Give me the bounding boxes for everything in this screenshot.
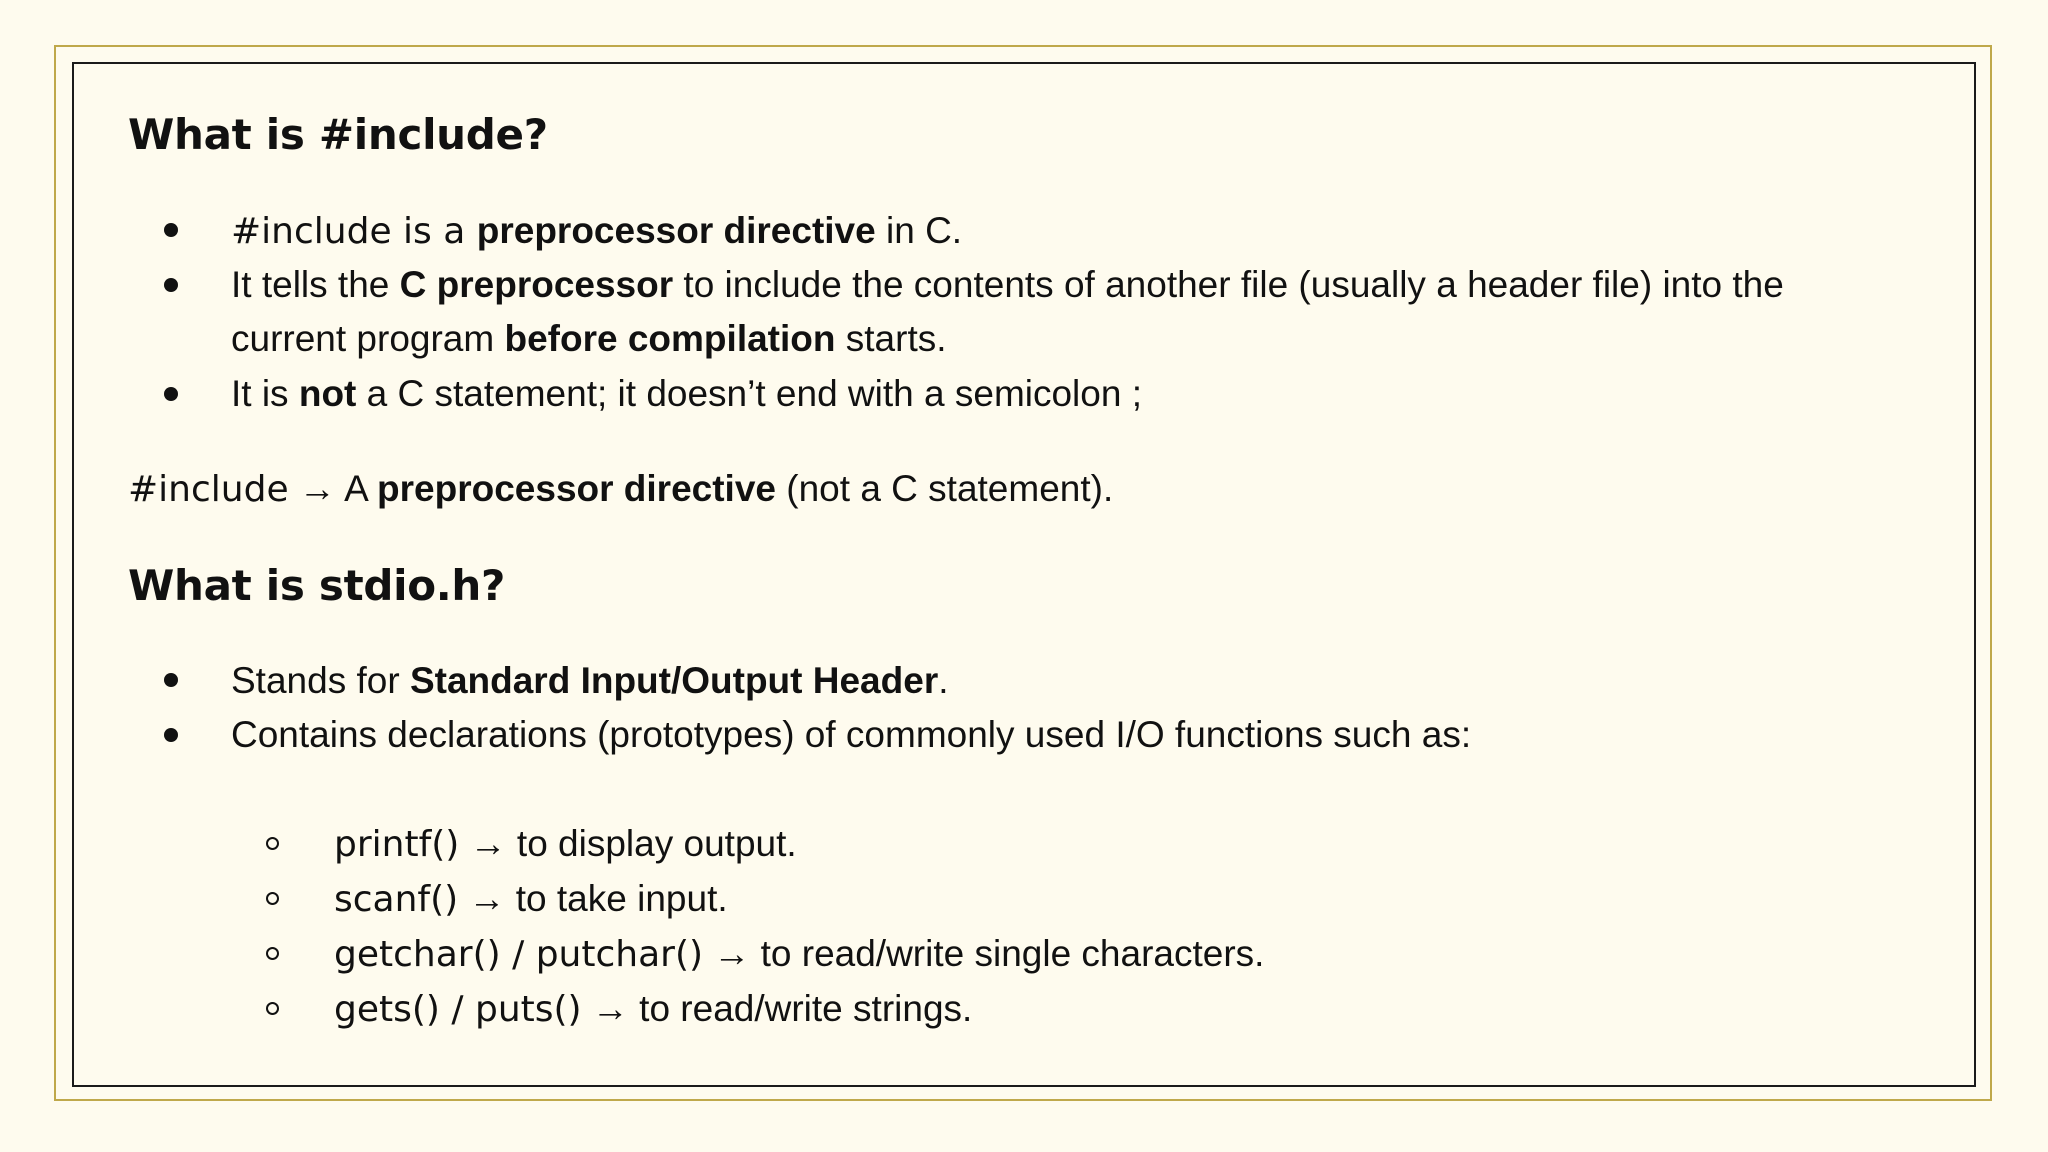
- subitem-code: printf(): [334, 824, 460, 865]
- sub-bullet-circle: [266, 837, 279, 850]
- bullet-dot: [164, 673, 178, 687]
- bullet-dot: [164, 387, 178, 401]
- bullet-bold: Standard Input/Output Header: [409, 660, 939, 701]
- heading-stdio: What is stdio.h?: [128, 561, 506, 610]
- heading-include: What is #include?: [128, 110, 548, 159]
- bullet-text: #include is a: [231, 211, 477, 252]
- bullet-text: It is: [231, 373, 299, 414]
- bullet-include-directive: [231, 212, 962, 250]
- bullet-text: It tells the: [231, 264, 400, 305]
- bullet-bold: before compilation: [504, 318, 836, 359]
- bullet-text: starts.: [835, 318, 947, 359]
- summary-code: #include: [128, 469, 289, 510]
- bullet-text: .: [938, 660, 949, 701]
- bullet-text: Contains declarations (prototypes) of commonly used I/O functions such as:: [231, 714, 1472, 755]
- bullet-text: a C statement; it doesn’t end with a semicolon ;: [356, 373, 1142, 414]
- bullet-bold: not: [298, 373, 357, 414]
- subitem-scanf: [334, 880, 728, 918]
- bullet-stands-for: [231, 662, 949, 699]
- subitem-gets-puts: [334, 990, 972, 1028]
- bullet-text: Stands for: [231, 660, 410, 701]
- subitem-printf: [334, 825, 797, 863]
- bullet-bold: preprocessor directive: [476, 210, 876, 251]
- subitem-text: → to take input.: [458, 878, 728, 919]
- include-summary: [128, 470, 1113, 508]
- bullet-tells-preprocessor-continued: [231, 320, 947, 357]
- sub-bullet-circle: [266, 947, 279, 960]
- bullet-bold: C preprocessor: [399, 264, 674, 305]
- subitem-text: → to read/write single characters.: [703, 933, 1265, 974]
- sub-bullet-circle: [266, 892, 279, 905]
- subitem-code: getchar() / putchar(): [334, 934, 704, 975]
- summary-arrow: → A: [288, 468, 378, 509]
- subitem-getchar-putchar: [334, 935, 1264, 973]
- bullet-text: current program: [231, 318, 505, 359]
- subitem-code: gets() / puts(): [334, 989, 582, 1030]
- bullet-contains-declarations: [231, 716, 1471, 753]
- bullet-text: in C.: [875, 210, 963, 251]
- subitem-code: scanf(): [334, 879, 459, 920]
- bullet-dot: [164, 278, 178, 292]
- bullet-tells-preprocessor: [231, 266, 1784, 303]
- bullet-dot: [164, 728, 178, 742]
- bullet-text: to include the contents of another file (usually a header file) into the: [673, 264, 1784, 305]
- bullet-not-statement: [231, 375, 1142, 412]
- subitem-text: → to display output.: [459, 823, 797, 864]
- summary-text: (not a C statement).: [776, 468, 1114, 509]
- sub-bullet-circle: [266, 1002, 279, 1015]
- bullet-dot: [164, 223, 178, 237]
- summary-bold: preprocessor directive: [377, 468, 776, 509]
- subitem-text: → to read/write strings.: [581, 988, 973, 1029]
